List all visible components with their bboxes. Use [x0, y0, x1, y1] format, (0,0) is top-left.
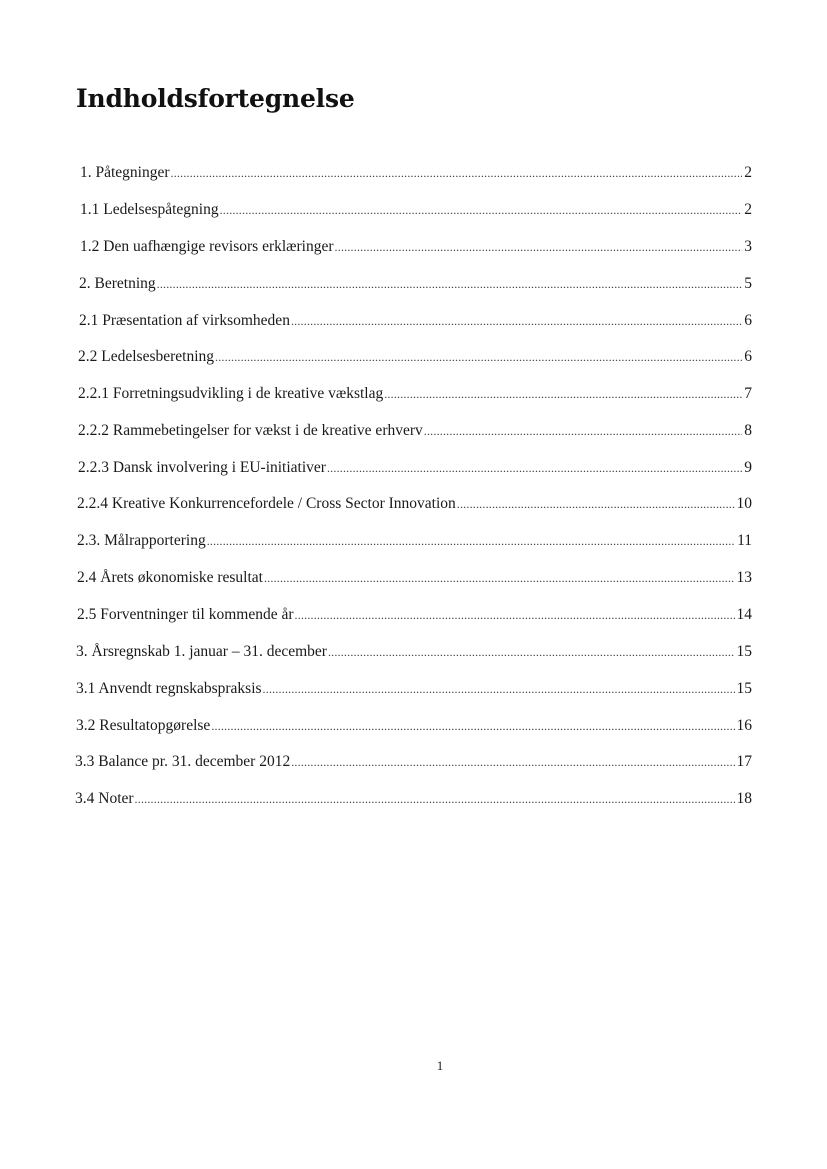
toc-dot-leader	[211, 716, 734, 736]
toc-entry-2-5	[77, 605, 752, 625]
toc-entry-3	[76, 642, 752, 662]
toc-entry-2-2-3	[78, 458, 752, 478]
toc-dot-leader	[135, 789, 735, 809]
toc-entry-page: 3	[744, 238, 752, 255]
toc-dot-leader	[291, 311, 742, 331]
toc-entry-1-1	[80, 200, 752, 220]
toc-dot-leader	[264, 568, 735, 588]
toc-entry-2	[79, 274, 752, 294]
toc-entry-label: 1.2 Den uafhængige revisors erklæringer	[80, 238, 334, 255]
toc-entry-label: 2.4 Årets økonomiske resultat	[77, 569, 263, 586]
toc-entry-3-2	[76, 716, 752, 736]
toc-dot-leader	[295, 605, 735, 625]
toc-entry-page: 16	[736, 717, 752, 734]
toc-entry-page: 6	[744, 348, 752, 365]
toc-entry-page: 9	[744, 459, 752, 476]
toc-entry-label: 2.2.1 Forretningsudvikling i de kreative vækstlag	[78, 385, 384, 402]
page-title: Indholdsfortegnelse	[76, 84, 355, 113]
toc-entry-3-1	[76, 679, 752, 699]
toc-dot-leader	[263, 679, 735, 699]
toc-dot-leader	[328, 642, 735, 662]
page-number: 1	[436, 1058, 444, 1073]
toc-entry-page: 14	[736, 606, 752, 623]
toc-entry-label: 2.1 Præsentation af virksomheden	[79, 312, 290, 329]
toc-entry-page: 15	[736, 680, 752, 697]
toc-entry-1-2	[80, 237, 752, 257]
toc-dot-leader	[327, 458, 742, 478]
toc-entry-page: 7	[744, 385, 752, 402]
toc-entry-label: 2.2.4 Kreative Konkurrencefordele / Cross Sector Innovation	[77, 495, 456, 512]
toc-dot-leader	[335, 237, 743, 257]
toc-dot-leader	[384, 384, 742, 404]
toc-entry-page: 15	[736, 643, 752, 660]
toc-entry-page: 10	[736, 495, 752, 512]
toc-entry-3-4	[75, 789, 752, 809]
toc-entry-page: 18	[736, 790, 752, 807]
toc-entry-label: 3. Årsregnskab 1. januar – 31. december	[76, 643, 327, 660]
toc-dot-leader	[457, 494, 735, 514]
toc-entry-3-3	[75, 752, 752, 772]
toc-entry-label: 1. Påtegninger	[80, 164, 170, 181]
toc-entry-2-1	[79, 311, 752, 331]
toc-dot-leader	[424, 421, 742, 441]
toc-entry-1	[80, 163, 752, 183]
toc-entry-label: 2.2 Ledelsesberetning	[78, 348, 215, 365]
toc-entry-label: 2.5 Forventninger til kommende år	[77, 606, 294, 623]
toc-dot-leader	[157, 274, 743, 294]
toc-entry-page: 5	[744, 275, 752, 292]
toc-entry-2-2-4	[77, 494, 752, 514]
toc-entry-2-4	[77, 568, 752, 588]
toc-dot-leader	[215, 347, 742, 367]
toc-entry-label: 3.1 Anvendt regnskabspraksis	[76, 680, 262, 697]
toc-entry-label: 3.4 Noter	[75, 790, 134, 807]
toc-entry-label: 3.2 Resultatopgørelse	[76, 717, 211, 734]
toc-dot-leader	[220, 200, 743, 220]
toc-entry-label: 2.2.3 Dansk involvering i EU-initiativer	[78, 459, 326, 476]
toc-entry-page: 13	[736, 569, 752, 586]
toc-entry-label: 1.1 Ledelsespåtegning	[80, 201, 219, 218]
toc-dot-leader	[291, 752, 734, 772]
toc-entry-page: 11	[737, 532, 752, 549]
toc-entry-2-2-2	[78, 421, 752, 441]
toc-entry-page: 8	[744, 422, 752, 439]
toc-dot-leader	[171, 163, 743, 183]
toc-entry-page: 2	[744, 164, 752, 181]
toc-entry-2-3	[77, 531, 752, 551]
toc-entry-page: 6	[744, 312, 752, 329]
toc-dot-leader	[207, 531, 735, 551]
toc-entry-label: 2.3. Målrapportering	[77, 532, 206, 549]
toc-entry-2-2	[78, 347, 752, 367]
toc-entry-page: 2	[744, 201, 752, 218]
toc-entry-label: 3.3 Balance pr. 31. december 2012	[75, 753, 291, 770]
toc-entry-2-2-1	[78, 384, 752, 404]
toc-entry-page: 17	[736, 753, 752, 770]
toc-entry-label: 2. Beretning	[79, 275, 156, 292]
toc-entry-label: 2.2.2 Rammebetingelser for vækst i de kreative erhverv	[78, 422, 423, 439]
